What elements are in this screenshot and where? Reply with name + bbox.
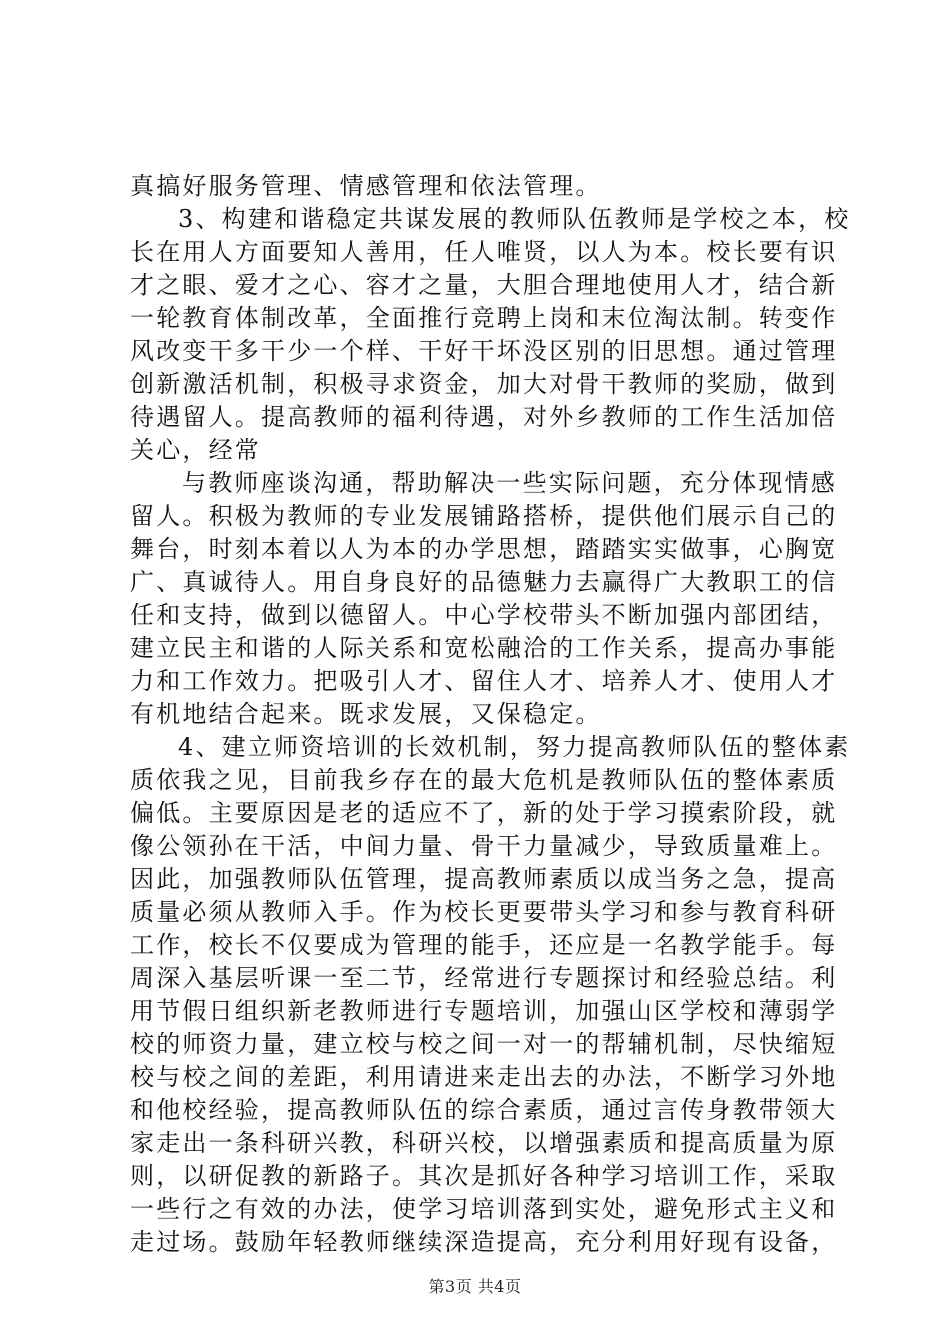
body-line: 关心，经常	[130, 436, 261, 464]
body-line: 留人。积极为教师的专业发展铺路搭桥，提供他们展示自己的	[130, 502, 838, 530]
page-footer: 第3页 共4页	[428, 1277, 522, 1296]
body-line: 真搞好服务管理、情感管理和依法管理。	[130, 172, 602, 200]
body-line: 一些行之有效的办法，使学习培训落到实处，避免形式主义和	[130, 1195, 838, 1223]
body-line: 4、建立师资培训的长效机制，努力提高教师队伍的整体素	[178, 733, 851, 761]
body-line: 像公领孙在干活，中间力量、骨干力量减少，导致质量难上。	[130, 832, 838, 860]
body-line: 校与校之间的差距，利用请进来走出去的办法，不断学习外地	[130, 1063, 838, 1091]
body-line: 周深入基层听课一至二节，经常进行专题探讨和经验总结。利	[130, 964, 838, 992]
body-line: 走过场。鼓励年轻教师继续深造提高，充分利用好现有设备，	[130, 1228, 838, 1256]
body-line: 舞台，时刻本着以人为本的办学思想，踏踏实实做事，心胸宽	[130, 535, 838, 563]
body-line: 校的师资力量，建立校与校之间一对一的帮辅机制，尽快缩短	[130, 1030, 838, 1058]
body-line: 建立民主和谐的人际关系和宽松融洽的工作关系，提高办事能	[130, 634, 838, 662]
body-line: 创新激活机制，积极寻求资金，加大对骨干教师的奖励，做到	[130, 370, 838, 398]
body-line: 3、构建和谐稳定共谋发展的教师队伍教师是学校之本，校	[178, 205, 851, 233]
body-line: 广、真诚待人。用自身良好的品德魅力去赢得广大教职工的信	[130, 568, 838, 596]
body-line: 才之眼、爱才之心、容才之量，大胆合理地使用人才，结合新	[130, 271, 838, 299]
body-line: 质依我之见，目前我乡存在的最大危机是教师队伍的整体素质	[130, 766, 838, 794]
body-line: 质量必须从教师入手。作为校长更要带头学习和参与教育科研	[130, 898, 838, 926]
body-line: 则，以研促教的新路子。其次是抓好各种学习培训工作，采取	[130, 1162, 838, 1190]
body-line: 工作，校长不仅要成为管理的能手，还应是一名教学能手。每	[130, 931, 838, 959]
body-line: 有机地结合起来。既求发展，又保稳定。	[130, 700, 602, 728]
body-line: 家走出一条科研兴教，科研兴校，以增强素质和提高质量为原	[130, 1129, 838, 1157]
body-line: 风改变干多干少一个样、干好干坏没区别的旧思想。通过管理	[130, 337, 838, 365]
body-line: 一轮教育体制改革，全面推行竞聘上岗和末位淘汰制。转变作	[130, 304, 838, 332]
body-line: 长在用人方面要知人善用，任人唯贤，以人为本。校长要有识	[130, 238, 838, 266]
body-line: 偏低。主要原因是老的适应不了，新的处于学习摸索阶段，就	[130, 799, 838, 827]
body-line: 与教师座谈沟通，帮助解决一些实际问题，充分体现情感	[182, 469, 837, 497]
body-line: 用节假日组织新老教师进行专题培训，加强山区学校和薄弱学	[130, 997, 838, 1025]
body-line: 待遇留人。提高教师的福利待遇，对外乡教师的工作生活加倍	[130, 403, 838, 431]
body-line: 和他校经验，提高教师队伍的综合素质，通过言传身教带领大	[130, 1096, 838, 1124]
body-line: 任和支持，做到以德留人。中心学校带头不断加强内部团结，	[130, 601, 838, 629]
body-line: 力和工作效力。把吸引人才、留住人才、培养人才、使用人才	[130, 667, 838, 695]
body-line: 因此，加强教师队伍管理，提高教师素质以成当务之急，提高	[130, 865, 838, 893]
